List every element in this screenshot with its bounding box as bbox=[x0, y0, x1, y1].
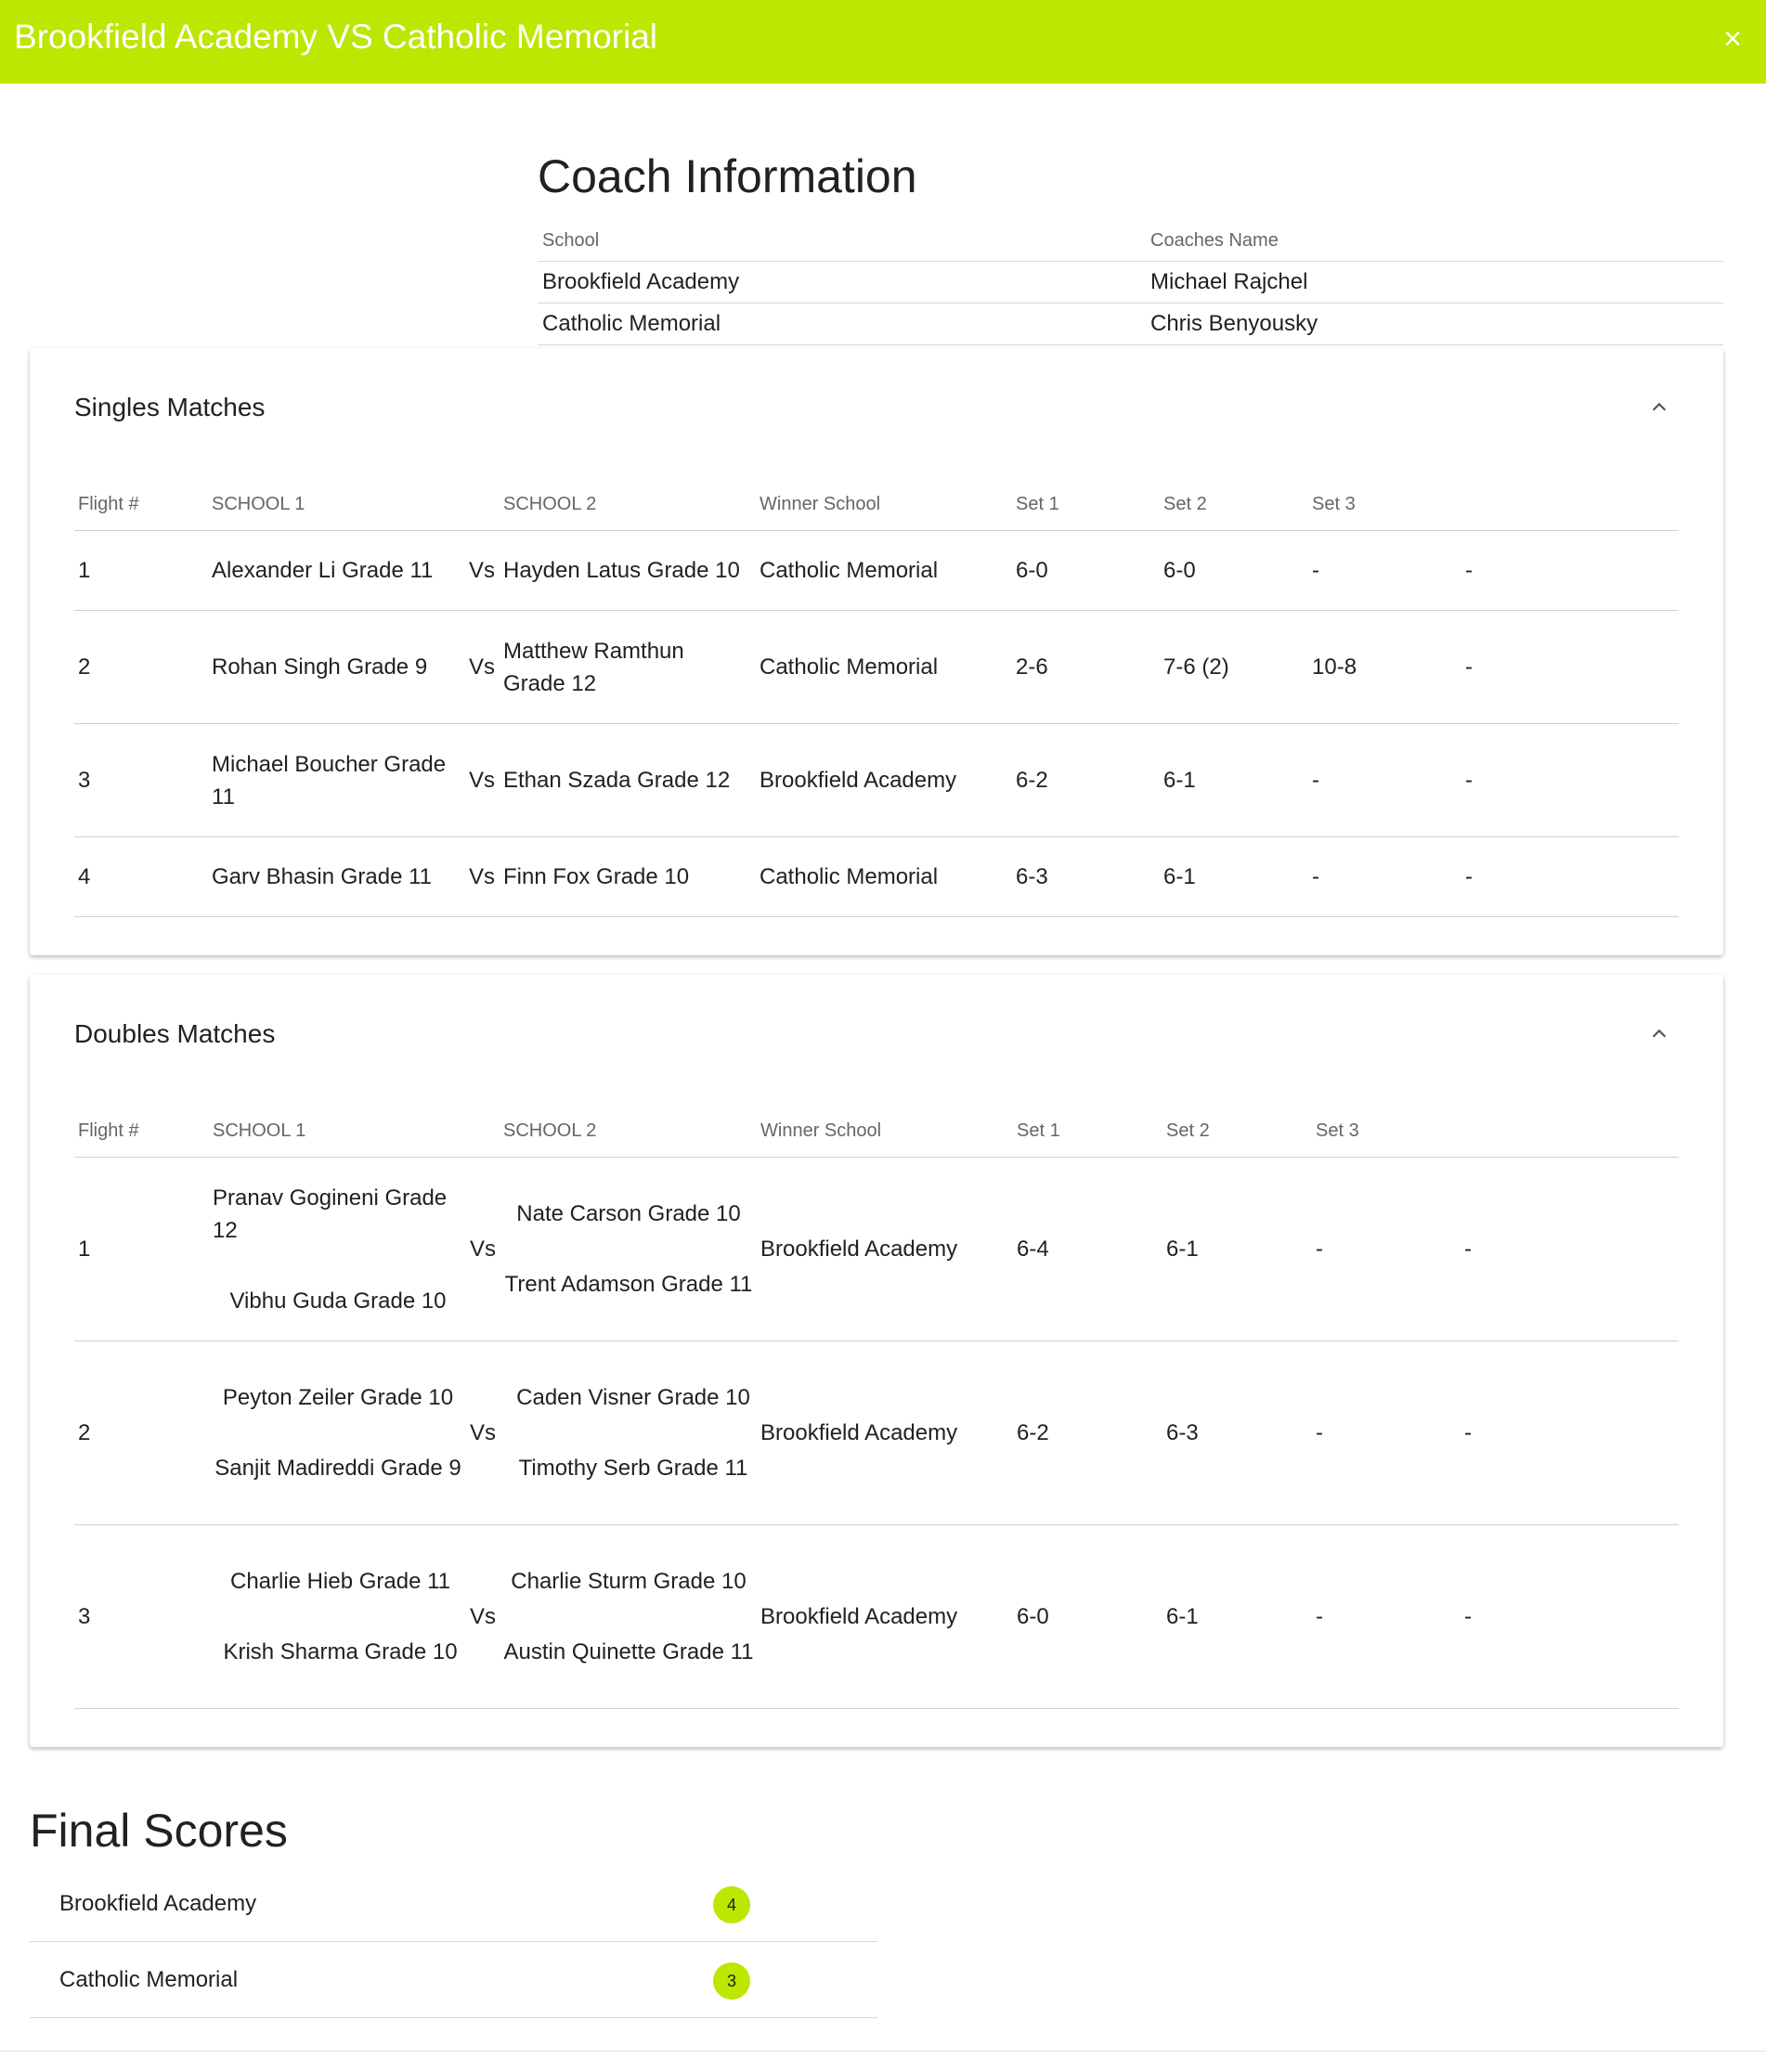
list-item bbox=[30, 1866, 877, 1942]
dialog-header bbox=[0, 0, 1766, 84]
winner-cell: Brookfield Academy bbox=[760, 768, 957, 793]
flight-cell: 1 bbox=[78, 1237, 91, 1262]
vs-label: Vs bbox=[470, 1237, 497, 1262]
column-header-coach: Coaches Name bbox=[1150, 230, 1279, 251]
player-name: Charlie Hieb Grade 11 bbox=[229, 1569, 450, 1594]
flight-cell: 3 bbox=[78, 1604, 91, 1629]
winner-cell: Brookfield Academy bbox=[760, 1420, 958, 1445]
score-badge: 4 bbox=[713, 1886, 750, 1923]
chevron-up-icon[interactable] bbox=[1649, 1024, 1669, 1044]
player-name: Peyton Zeiler Grade 10 bbox=[222, 1385, 454, 1410]
vs-label: Vs bbox=[469, 558, 496, 583]
set2-cell: 6-1 bbox=[1163, 768, 1196, 793]
column-header-set1: Set 1 bbox=[1017, 1120, 1060, 1141]
player-name: Austin Quinette Grade 11 bbox=[503, 1639, 754, 1664]
flight-cell: 3 bbox=[78, 768, 91, 793]
player-name: Nate Carson Grade 10 bbox=[516, 1201, 741, 1226]
set2-cell: 6-1 bbox=[1163, 864, 1196, 889]
extra-cell: - bbox=[1465, 768, 1473, 793]
school2-team-cell bbox=[503, 1158, 754, 1340]
score-badge: 3 bbox=[713, 1962, 750, 2000]
doubles-matches-panel bbox=[30, 975, 1723, 1747]
table-row bbox=[74, 611, 1679, 724]
table-header bbox=[74, 478, 1679, 531]
singles-matches-table bbox=[74, 478, 1679, 917]
coach-school-cell: Brookfield Academy bbox=[542, 269, 740, 294]
school1-player-cell: Michael Boucher Grade 11 bbox=[212, 751, 447, 809]
column-header-set1: Set 1 bbox=[1016, 494, 1059, 514]
set2-cell: 6-0 bbox=[1163, 558, 1196, 583]
school2-player-cell: Matthew Ramthun Grade 12 bbox=[503, 638, 684, 696]
table-row bbox=[74, 1525, 1679, 1709]
column-header-flight: Flight # bbox=[78, 1120, 139, 1141]
final-scores-list bbox=[30, 1866, 877, 2018]
player-name: Caden Visner Grade 10 bbox=[516, 1385, 750, 1410]
school2-team-cell bbox=[503, 1341, 763, 1524]
winner-cell: Catholic Memorial bbox=[760, 864, 939, 889]
winner-cell: Catholic Memorial bbox=[760, 558, 939, 583]
set1-cell: 6-2 bbox=[1017, 1420, 1049, 1445]
final-school-name: Catholic Memorial bbox=[59, 1967, 239, 1992]
school1-team-cell bbox=[213, 1341, 463, 1524]
doubles-matches-title[interactable]: Doubles Matches bbox=[74, 1019, 276, 1048]
column-header-school2: SCHOOL 2 bbox=[503, 1120, 597, 1141]
set1-cell: 2-6 bbox=[1016, 654, 1048, 680]
set1-cell: 6-4 bbox=[1017, 1237, 1049, 1262]
final-scores-title: Final Scores bbox=[30, 1805, 288, 1857]
table-row bbox=[74, 531, 1679, 611]
extra-cell: - bbox=[1464, 1604, 1472, 1629]
table-row bbox=[538, 304, 1723, 345]
school1-player-cell: Rohan Singh Grade 9 bbox=[212, 654, 428, 680]
dialog-title: Brookfield Academy VS Catholic Memorial bbox=[14, 18, 658, 56]
table-row bbox=[74, 1341, 1679, 1525]
vs-label: Vs bbox=[470, 1604, 497, 1629]
coach-name-cell: Michael Rajchel bbox=[1150, 269, 1308, 294]
winner-cell: Catholic Memorial bbox=[760, 654, 939, 680]
school1-team-cell bbox=[213, 1525, 468, 1708]
player-name: Vibhu Guda Grade 10 bbox=[229, 1288, 447, 1314]
winner-cell: Brookfield Academy bbox=[760, 1237, 958, 1262]
set3-cell: - bbox=[1316, 1237, 1323, 1262]
extra-cell: - bbox=[1464, 1420, 1472, 1445]
close-icon[interactable]: × bbox=[1723, 21, 1742, 57]
set2-cell: 6-1 bbox=[1166, 1604, 1199, 1629]
player-name: Trent Adamson Grade 11 bbox=[504, 1272, 753, 1297]
table-row bbox=[538, 262, 1723, 304]
school1-player-cell: Alexander Li Grade 11 bbox=[212, 558, 434, 583]
column-header-winner: Winner School bbox=[760, 494, 881, 514]
set3-cell: - bbox=[1312, 864, 1319, 889]
vs-label: Vs bbox=[470, 1420, 497, 1445]
vs-label: Vs bbox=[469, 654, 496, 680]
doubles-matches-table bbox=[74, 1105, 1679, 1709]
vs-label: Vs bbox=[469, 864, 496, 889]
column-header-set3: Set 3 bbox=[1312, 494, 1356, 514]
coach-name-cell: Chris Benyousky bbox=[1150, 311, 1318, 336]
coach-info-title: Coach Information bbox=[538, 150, 917, 202]
column-header-school2: SCHOOL 2 bbox=[503, 494, 597, 514]
extra-cell: - bbox=[1465, 558, 1473, 583]
school2-player-cell: Hayden Latus Grade 10 bbox=[503, 558, 740, 583]
set3-cell: - bbox=[1312, 558, 1319, 583]
player-name: Charlie Sturm Grade 10 bbox=[511, 1569, 747, 1594]
set2-cell: 7-6 (2) bbox=[1163, 654, 1229, 680]
set3-cell: - bbox=[1316, 1604, 1323, 1629]
set2-cell: 6-1 bbox=[1166, 1237, 1199, 1262]
set1-cell: 6-2 bbox=[1016, 768, 1048, 793]
column-header-set2: Set 2 bbox=[1166, 1120, 1210, 1141]
table-row bbox=[74, 1158, 1679, 1341]
list-item bbox=[30, 1942, 877, 2018]
table-header bbox=[74, 1105, 1679, 1158]
set1-cell: 6-3 bbox=[1016, 864, 1048, 889]
vs-label: Vs bbox=[469, 768, 496, 793]
set2-cell: 6-3 bbox=[1166, 1420, 1199, 1445]
coach-school-cell: Catholic Memorial bbox=[542, 311, 721, 336]
table-row bbox=[74, 724, 1679, 837]
extra-cell: - bbox=[1465, 654, 1473, 680]
set3-cell: - bbox=[1312, 768, 1319, 793]
column-header-flight: Flight # bbox=[78, 494, 139, 514]
school1-player-cell: Garv Bhasin Grade 11 bbox=[212, 864, 433, 889]
column-header-school1: SCHOOL 1 bbox=[213, 1120, 306, 1141]
player-name: Sanjit Madireddi Grade 9 bbox=[214, 1456, 461, 1481]
singles-matches-title[interactable]: Singles Matches bbox=[74, 393, 266, 421]
winner-cell: Brookfield Academy bbox=[760, 1604, 958, 1629]
set3-cell: 10-8 bbox=[1312, 654, 1357, 680]
extra-cell: - bbox=[1465, 864, 1473, 889]
singles-matches-panel bbox=[30, 348, 1723, 955]
school2-player-cell: Ethan Szada Grade 12 bbox=[503, 768, 731, 793]
set3-cell: - bbox=[1316, 1420, 1323, 1445]
divider bbox=[0, 2051, 1766, 2052]
extra-cell: - bbox=[1464, 1237, 1472, 1262]
flight-cell: 2 bbox=[78, 654, 91, 680]
chevron-up-icon[interactable] bbox=[1649, 397, 1669, 418]
table-row bbox=[74, 837, 1679, 917]
column-header-school1: SCHOOL 1 bbox=[212, 494, 305, 514]
coach-info-table bbox=[538, 223, 1723, 345]
player-name: Pranav Gogineni Grade 12 bbox=[213, 1185, 448, 1243]
column-header-set3: Set 3 bbox=[1316, 1120, 1359, 1141]
coach-table-header bbox=[538, 223, 1723, 262]
school2-team-cell bbox=[503, 1525, 754, 1708]
school1-team-cell bbox=[213, 1158, 463, 1340]
column-header-school: School bbox=[542, 230, 600, 251]
player-name: Timothy Serb Grade 11 bbox=[518, 1456, 748, 1481]
flight-cell: 1 bbox=[78, 558, 91, 583]
column-header-winner: Winner School bbox=[760, 1120, 882, 1141]
flight-cell: 4 bbox=[78, 864, 91, 889]
player-name: Krish Sharma Grade 10 bbox=[223, 1639, 458, 1664]
final-school-name: Brookfield Academy bbox=[59, 1891, 257, 1916]
flight-cell: 2 bbox=[78, 1420, 91, 1445]
set1-cell: 6-0 bbox=[1016, 558, 1048, 583]
column-header-set2: Set 2 bbox=[1163, 494, 1207, 514]
school2-player-cell: Finn Fox Grade 10 bbox=[503, 864, 690, 889]
set1-cell: 6-0 bbox=[1017, 1604, 1049, 1629]
